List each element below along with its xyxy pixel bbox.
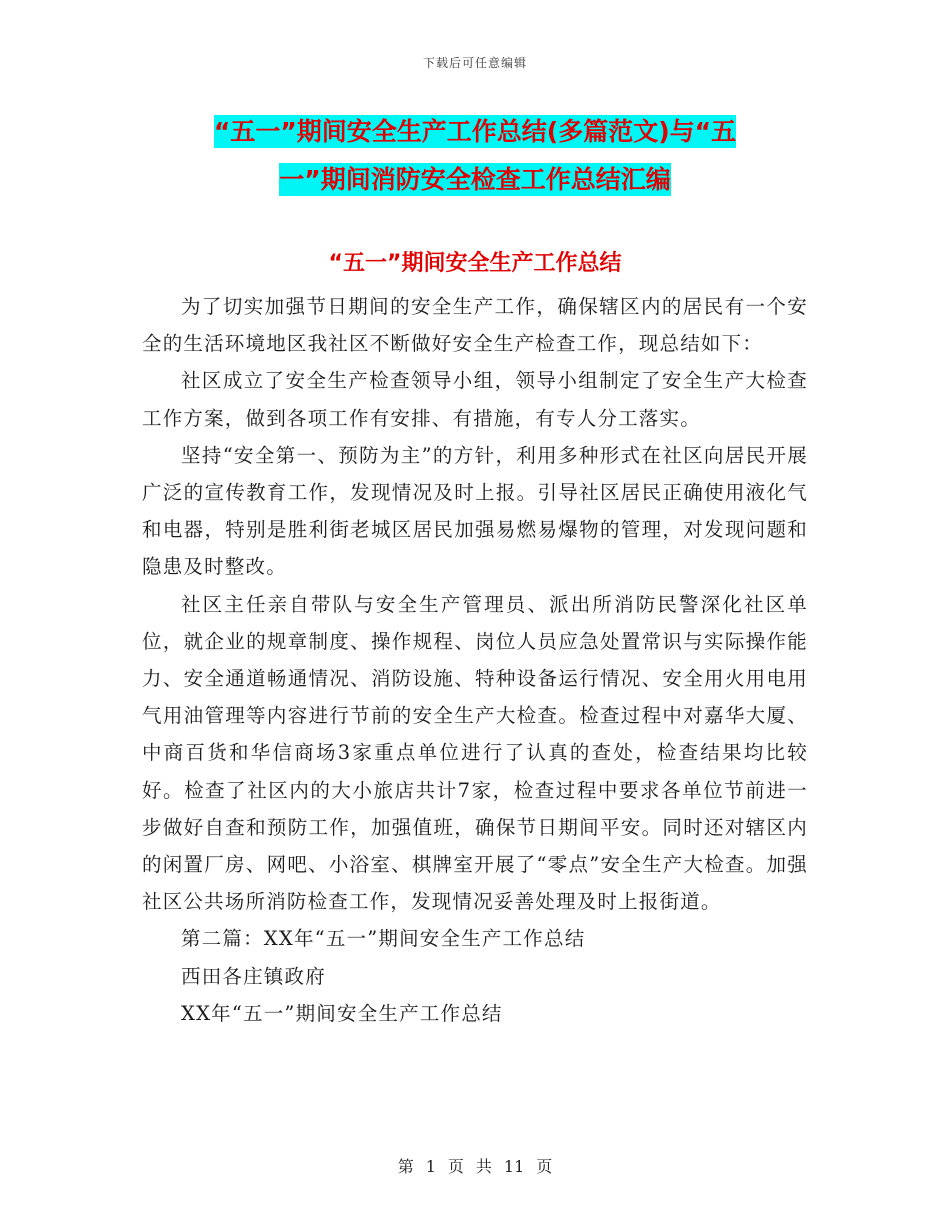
paragraph: 西田各庄镇政府 — [181, 964, 326, 988]
paragraph: 第二篇：XX年“五一”期间安全生产工作总结 — [181, 927, 586, 951]
body-text — [142, 288, 808, 1032]
document-title — [142, 108, 808, 204]
document-title-line-1: “五一”期间安全生产工作总结(多篇范文)与“五 — [213, 117, 737, 146]
document-title-line-2: 一”期间消防安全检查工作总结汇编 — [279, 165, 671, 194]
footer-page-number: 1 — [425, 1157, 436, 1176]
paragraph: 社区成立了安全生产检查领导小组，领导小组制定了安全生产大检查工作方案，做到各项工作有安排、有措施，有专人分工落实。 — [142, 369, 808, 430]
paragraph: 为了切实加强节日期间的安全生产工作，确保辖区内的居民有一个安全的生活环境地区我社区不断做好安全生产检查工作，现总结如下： — [142, 295, 808, 356]
header-note: 下载后可任意编辑 — [422, 56, 527, 70]
section-title: “五一”期间安全生产工作总结 — [328, 251, 622, 276]
page-footer — [0, 1154, 950, 1177]
footer-page-unit: 页 — [447, 1157, 464, 1176]
footer-total-unit: 页 — [536, 1157, 553, 1176]
paragraph: XX年“五一”期间安全生产工作总结 — [181, 1001, 503, 1025]
footer-page-label: 第 — [397, 1157, 414, 1176]
paragraph: 社区主任亲自带队与安全生产管理员、派出所消防民警深化社区单位，就企业的规章制度、操作规程、岗位人员应急处置常识与实际操作能力、安全通道畅通情况、消防设施、特种设备运行情况、安全用火用电用气用油管理等内容进行节前的安全生产大检查。检查过程中对嘉华大厦、中商百货和华信商场3家重点单位进行了认真的查处，检查结果均比较好。检查了社区内的大小旅店共计7家，检查过程中要求各单位节前进一步做好自查和预防工作，加强值班，确保节日期间平安。同时还对辖区内的闲置厂房、网吧、小浴室、棋牌室开展了“零点”安全生产大检查。加强社区公共场所消防检查工作，发现情况妥善处理及时上报街道。 — [142, 592, 808, 914]
footer-total-label: 共 — [475, 1157, 492, 1176]
paragraph: 坚持“安全第一、预防为主”的方针，利用多种形式在社区向居民开展广泛的宣传教育工作，发现情况及时上报。引导社区居民正确使用液化气和电器，特别是胜利街老城区居民加强易燃易爆物的管理，对发现问题和隐患及时整改。 — [142, 443, 808, 579]
footer-total-pages: 11 — [503, 1157, 525, 1176]
